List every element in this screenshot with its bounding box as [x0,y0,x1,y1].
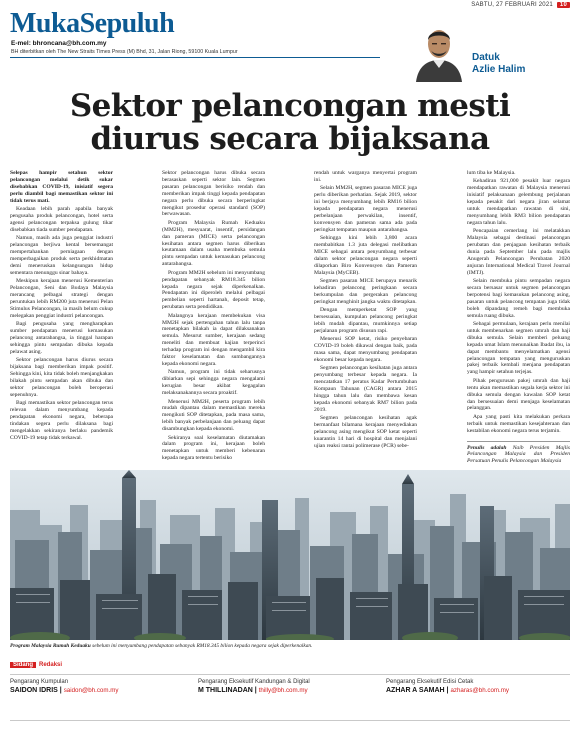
author-box [410,16,570,82]
editor-digital [198,679,378,694]
paragraph: Keadaan lebih parah apabila banyak pengusaha produk pelancongan, hotel serta agensi pelancongan terpaksa gulung tikar disebabkan tiada sumber pendapatan. [10,206,113,233]
author-portrait-icon [410,16,468,82]
editor-role: Pengarang Kumpulan [10,679,69,685]
page-number: 10 [557,2,570,8]
paragraph: Sektor pelancongan harus diurus secara bijaksana bagi memberikan impak positif. Sehingga kini, kita tidak boleh menjangkakan bilakah pintu sempadan akan dibuka dan sektor pelancongan boleh beroperasi sepenuhnya. [10,357,113,398]
paragraph: Segmen pelancongan kesihatan agak bermanfaat bilamana kerajaan menyediakan pelancong asing mengikut SOP ketat seperti kuarantin 14 hari di hospital dan menjalani ujian reaksi rantai polimerase (PCR) sebe- [314,415,417,449]
paragraph: Sebagai permulaan, kerajaan perlu menilai untuk membenarkan segmen umrah dan haji dibuka semula. Selain memberi peluang kepada umat Islam menunaikan Ibadat ibu, ia dapat membantu menyelamatkan agensi pelancongan tempatan yang menguruskan pakej terbaik kembali menjana pendapatan yang hampir setahun terjejas. [467,321,570,376]
caption-lead: Program Malaysia Rumah Keduaku [10,643,91,649]
author-note [467,441,570,466]
paragraph: rendah untuk warganya menyertai program ini. [314,170,417,183]
column-2 [162,170,265,488]
paragraph: Namun, program ini tidak seharusnya dibiarkan sepi sehingga negara mengalami kerugian besar akibat kegagalan melaksanakannya secara proaktif. [162,369,265,397]
editor-email-link[interactable]: thilly@bh.com.my [258,687,308,694]
section-title: MukaSepuluh [10,8,175,39]
paragraph: Sehingga kini lebih 3,800 acara membabitkan 1.3 juta delegasi melibatkan MICE sebagai antara penyumbang terbesar dalam sektor pelancongan negara seperti dilaporkan Biro Konvensyen dan Pameran Malaysia (MyCEB). [314,235,417,276]
author-byline [472,52,525,75]
skyline-photo [10,470,570,640]
headline-line-2: diurus secara bijaksana [90,121,490,158]
editor-print [386,679,566,694]
paragraph: Program Malaysia Rumah Keduaku (MM2H), mesyuarat, insentif, persidangan dan pameran (MICE) serta pelancongan kesihatan antara segmen harus diberikan keutamaan dalam usaha membuka semula pintu sempadan untuk kemasukan pelancong antarabangsa. [162,219,265,268]
editor-name-line: AZHAR A SAMAH | azharas@bh.com.my [386,687,510,694]
paragraph: Bagi pengusaha yang mengharapkan sumber pendapatan menerusi kemasukan pelancong antarabangsa, ia tinggal harapan sehingga pintu sempadan dibuka kepada pelawat asing. [10,321,113,355]
paragraph: Sekiranya soal keselamatan diutamakan dalam program ini, kerajaan boleh menetapkan untuk memberi kebenaran kepada negara tertentu berisiko [162,434,265,462]
photo-caption [10,643,570,649]
paragraph: Segmen pelancongan kesihatan juga antara penyumbang terbesar kepada negara. Ia mencatatkan 17 peratus Kadar Pertumbuhan Kompaun Tahunan (CAGR) antara 2015 hingga tahun lalu dan membawa kesan kepada ekonomi sebanyak RM7 bilion pada 2019. [314,365,417,413]
paragraph: Namun, masih ada juga penggiat industri pelancongan berjiwa kental bersemangat mempertahankan perniagaan dengan memperbagaikan produk serta perkhidmatan demi meneruskan kelangsungan hidup sementara menunggu sinar bahaya. [10,235,113,276]
column-4 [467,170,570,488]
paragraph: Kehadiran 921,000 pesakit luar negara mendapatkan rawatan di Malaysia menerusi inisiatif pelaksanaan gelembung perjalanan kepada pesakit dari negara jiran selamat untuk mendapatkan rawatan di sini, menyumbang lebih RM3 bilion pendapatan negara tahun lalu. [467,178,570,226]
date-line [471,2,570,8]
author-photo [410,16,468,82]
author-note-text: Naib Presiden Majlis Pelancongan Malaysia dan Presiden Persatuan Penulis Pelancongan Malaysia [467,444,570,465]
paragraph: Dengan memperketat SOP yang bersesuaian, kumpulan pelancong peringkat lebih mudah dipantau, mumkinnya setiap perjalanan program disusun rapi. [314,307,417,334]
paragraph: Segmen pasaran MICE berupaya menarik kehadiran pelancong peringkaan secara berkumpulan dan pergerakan pelancong peringkat menghinit jangka waktu ditetapkan. [314,278,417,305]
editor-role: Pengarang Eksekutif Edisi Cetak [386,679,474,685]
sidang-tag: Sidang [10,662,36,668]
sidang-redaksi-label [10,662,62,668]
masthead [0,0,580,86]
footer-bottom-rule [10,720,570,721]
paragraph: Bagi memastikan sektor pelancongan terus relevan dalam menyumbang kepada pendapatan ekonomi negara, beberapa tindakan segera perlu dilaksana bagi mengelakkan sekiranya berlaku pandemik COVID-19 tetap tidak terkawal. [10,400,113,441]
paragraph: Pihak pengurusan pakej umrah dan haji tentu akan memastikan segala kerja sektor ini dibuka semula dengan kawalan SOP ketat dan bersesuaian demi menjaga keselamatan pelanggan. [467,377,570,412]
paragraph: Malangnya kerajaan membekukan visa MM2H sejak pertengahan tahun lalu tanpa menetapkan bilakah ia dapat dilaksanakan semula. Mesurut sumber, kerajaan sedang meneliti dan membuat kajian terperinci terhadap program ini dengan mengambil kira faktor keselamatan dan sumbangannya kepada ekonomi negara. [162,312,265,367]
editor-name: AZHAR A SAMAH [386,687,445,694]
lead-paragraph: Selepas hampir setahun sektor pelancongan melalui detik sukar disebabkan COVID-19, inisiatif segera perlu diambil bagi memastikan sektor ini tidak terus mati. [10,170,113,204]
editorial-footer [10,662,570,726]
footer-divider [10,674,570,675]
paragraph: Apa yang pasti kita melakukan perkara terbaik untuk memastikan kesejahteraan dan kestabilan ekonomi negara terus terjamin. [467,413,570,434]
headline-line-1: Sektor pelancongan mesti [69,88,511,124]
city-skyline-image [10,470,570,640]
author-note-lead: Penulis adalah [467,444,507,451]
editor-name: SAIDON IDRIS [10,687,58,694]
headline [0,90,580,157]
header-rule [10,57,380,58]
editor-name-line: M THILLINADAN | thilly@bh.com.my [198,687,308,694]
paragraph [10,170,113,205]
issue-date: SABTU, 27 FEBRUARI 2021 [471,2,553,8]
publisher-line: BH diterbitkan oleh The New Straits Times Press (M) Bhd, 31, Jalan Riong, 59100 Kuala Lumpur [11,49,238,55]
author-name: Azlie Halim [472,63,526,75]
paragraph: Program MM2H sebelum ini menyumbang pendapatan sebanyak RM18.345 bilion kepada negara sejak diperkenalkan. Pendapatan ini diperoleh melalui pelbagai pembelian seperti hartanah, deposit tetap, perubatan serta pendidikan. [162,269,265,311]
article-body [10,170,570,488]
editor-group [10,679,190,694]
caption-text: sebelum ini menyumbang pendapatan sebanyak RM18.345 bilion kepada negara sejak diperkenalkan. [92,643,313,649]
editor-email-link[interactable]: saidon@bh.com.my [63,687,119,694]
paragraph: Meskipun kerajaan menerusi Kementerian Pelancongan, Seni dan Budaya Malaysia merancang pelbagai strategi dengan peruntukan lebih RM200 juta menerusi Pelan Stimulus Pelancongan, ia masih belum cukup melegakan penggiat industri pelancongan. [10,278,113,319]
editor-name-line: SAIDON IDRIS | saidon@bh.com.my [10,687,119,694]
paragraph: Pencapaian cemerlang ini melatakkan Malaysia sebagai destinasi pelancongan perubatan dan penjagaan kesihatan terbaik dunia pada September lalu pada majlis Anugerah Pelancongan Perubatan 2020 anjuran International Medical Travel Journal (IMTJ). [467,228,570,276]
editor-name: M THILLINADAN [198,687,253,694]
paragraph: Menerusi MM2H, peserta program lebih mudah dipantau dalam memastikan mereka mengikuti SOP ditetapkan, pada masa sama, lebih banyak perbelanjaan dan peluang dapat disambungkan kepada ekonomi. [162,398,265,433]
paragraph: Selain MM2H, segmen pasaran MICE juga perlu diberikan perhatian. Sejak 2019, sektor ini berjaya menyumbang lebih RM16 bilion kepada pendapatan negara menerusi perbelanjaan perwakilan, insentif, konvensyen dan pameran sama ada pada peringkat tempatan maupun antarabangsa. [314,185,417,233]
editor-role: Pengarang Eksekutif Kandungan & Digital [198,679,310,685]
paragraph: Menerusi SOP ketat, risiko penyebaran COVID-19 boleh dikawal dengan baik, pada masa sama, dapat menyumbang pendapatan ekonomi besar kepada negara. [314,336,417,364]
author-title: Datuk [472,52,500,63]
paragraph: Selain membuka pintu sempadan negara secara bersasar untuk segmen pelancongan berpotensi bagi kemasukan pelancong asing, pasaran untuk pelancong tempatan juga tidak boleh dipandang remeh bagi membuka semula ruang dibuka. [467,278,570,319]
paragraph: lum tiba ke Malaysia. [467,170,516,176]
column-1 [10,170,113,488]
column-3 [314,170,417,488]
editor-email-link[interactable]: azharas@bh.com.my [450,687,510,694]
email-line: E-mel: bhroncana@bh.com.my [11,40,107,47]
redaksi-tag: Redaksi [39,662,63,668]
paragraph: Sektor pelancongan harus dibuka secara berasaskan seperti sektor lain. Segmen pasaran pelancongan berisiko rendah dan memberikan impak tinggi kepada pendapatan negara perlu dibuka secara berperingkat mengikut prosedur operasi standard (SOP) berwawasan. [162,170,265,218]
